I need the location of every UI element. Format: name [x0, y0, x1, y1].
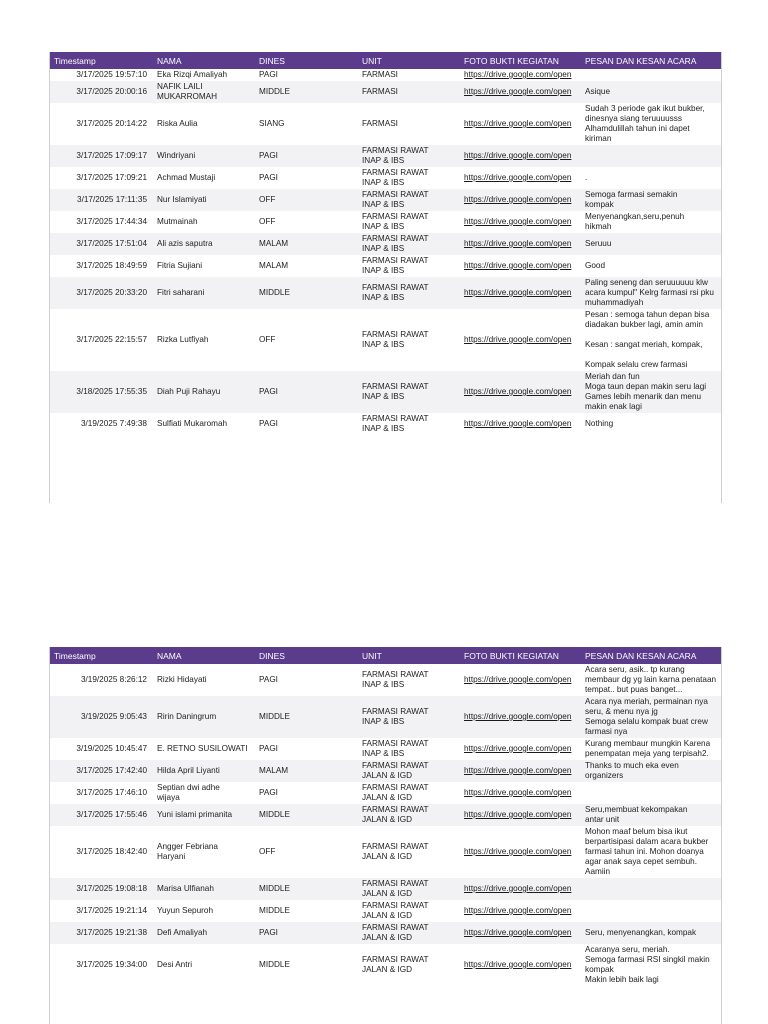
cell-nama: Fitri saharani — [153, 277, 255, 309]
cell-timestamp: 3/19/2025 10:45:47 — [50, 738, 153, 760]
header-row — [50, 647, 721, 664]
cell-pesan: . — [581, 167, 721, 189]
cell-unit: FARMASI RAWAT JALAN & IGD — [358, 944, 460, 986]
table-body-1 — [50, 69, 721, 435]
cell-unit: FARMASI RAWAT INAP & IBS — [358, 167, 460, 189]
cell-pesan: Asique — [581, 81, 721, 103]
cell-dines: OFF — [255, 826, 358, 878]
cell-unit: FARMASI RAWAT INAP & IBS — [358, 309, 460, 371]
cell-nama: Rizka Lutfiyah — [153, 309, 255, 371]
cell-pesan: Seru, menyenangkan, kompak — [581, 922, 721, 944]
cell-foto-bukti — [460, 371, 581, 413]
cell-foto-bukti — [460, 69, 581, 81]
photo-link[interactable]: https://drive.google.com/open — [464, 239, 572, 248]
photo-link[interactable]: https://drive.google.com/open — [464, 217, 572, 226]
cell-timestamp: 3/17/2025 17:46:10 — [50, 782, 153, 804]
cell-unit: FARMASI RAWAT INAP & IBS — [358, 211, 460, 233]
cell-timestamp: 3/17/2025 17:42:40 — [50, 760, 153, 782]
photo-link[interactable]: https://drive.google.com/open — [464, 906, 572, 915]
cell-timestamp: 3/17/2025 19:34:00 — [50, 944, 153, 986]
cell-dines: PAGI — [255, 167, 358, 189]
cell-unit: FARMASI RAWAT INAP & IBS — [358, 145, 460, 167]
table-row — [50, 255, 721, 277]
cell-dines: MIDDLE — [255, 804, 358, 826]
cell-nama: Marisa Ulfianah — [153, 878, 255, 900]
cell-foto-bukti — [460, 696, 581, 738]
cell-timestamp: 3/17/2025 17:51:04 — [50, 233, 153, 255]
cell-nama: Eka Rizqi Amaliyah — [153, 69, 255, 81]
cell-dines: OFF — [255, 211, 358, 233]
cell-nama: Diah Puji Rahayu — [153, 371, 255, 413]
table-row — [50, 189, 721, 211]
cell-foto-bukti — [460, 413, 581, 435]
photo-link[interactable]: https://drive.google.com/open — [464, 151, 572, 160]
cell-timestamp: 3/17/2025 17:44:34 — [50, 211, 153, 233]
table-row — [50, 922, 721, 944]
cell-foto-bukti — [460, 922, 581, 944]
cell-unit: FARMASI RAWAT INAP & IBS — [358, 738, 460, 760]
cell-foto-bukti — [460, 804, 581, 826]
cell-foto-bukti — [460, 664, 581, 696]
cell-dines: OFF — [255, 189, 358, 211]
cell-timestamp: 3/17/2025 17:55:46 — [50, 804, 153, 826]
table-row — [50, 738, 721, 760]
cell-timestamp: 3/17/2025 19:21:14 — [50, 900, 153, 922]
cell-dines: MIDDLE — [255, 878, 358, 900]
spreadsheet-page-2 — [49, 647, 722, 1024]
cell-nama: Fitria Sujiani — [153, 255, 255, 277]
table-row — [50, 804, 721, 826]
cell-pesan: Acaranya seru, meriah. Semoga farmasi RSI singkil makin kompak Makin lebih baik lagi — [581, 944, 721, 986]
cell-nama: Defi Amaliyah — [153, 922, 255, 944]
photo-link[interactable]: https://drive.google.com/open — [464, 712, 572, 721]
cell-nama: Windriyani — [153, 145, 255, 167]
responses-table-2 — [50, 647, 721, 986]
cell-pesan: Paling seneng dan seruuuuuu klw acara kumpul" Kelrg farmasi rsi pku muhammadiyah — [581, 277, 721, 309]
cell-timestamp: 3/19/2025 8:26:12 — [50, 664, 153, 696]
cell-foto-bukti — [460, 738, 581, 760]
photo-link[interactable]: https://drive.google.com/open — [464, 884, 572, 893]
cell-foto-bukti — [460, 211, 581, 233]
cell-nama: Septian dwi adhe wijaya — [153, 782, 255, 804]
cell-pesan: Sudah 3 periode gak ikut bukber, dinesnya siang teruuuusss Alhamdulillah tahun ini dapet kiriman — [581, 103, 721, 145]
header-nama: NAMA — [153, 647, 255, 664]
cell-unit: FARMASI RAWAT JALAN & IGD — [358, 782, 460, 804]
cell-unit: FARMASI RAWAT INAP & IBS — [358, 696, 460, 738]
table-row — [50, 696, 721, 738]
cell-timestamp: 3/17/2025 17:11:35 — [50, 189, 153, 211]
cell-foto-bukti — [460, 81, 581, 103]
cell-pesan — [581, 900, 721, 922]
cell-pesan: Good — [581, 255, 721, 277]
cell-unit: FARMASI RAWAT INAP & IBS — [358, 233, 460, 255]
table-row — [50, 145, 721, 167]
cell-pesan: Seru,membuat kekompakan antar unit — [581, 804, 721, 826]
cell-timestamp: 3/19/2025 9:05:43 — [50, 696, 153, 738]
table-row — [50, 782, 721, 804]
cell-dines: MIDDLE — [255, 277, 358, 309]
photo-link[interactable]: https://drive.google.com/open — [464, 744, 572, 753]
cell-dines: MIDDLE — [255, 900, 358, 922]
table-row — [50, 664, 721, 696]
table-body-2 — [50, 664, 721, 986]
cell-nama: E. RETNO SUSILOWATI — [153, 738, 255, 760]
photo-link[interactable]: https://drive.google.com/open — [464, 70, 572, 79]
cell-pesan: Kurang membaur mungkin Karena penempatan meja yang terpisah2. — [581, 738, 721, 760]
cell-nama: Achmad Mustaji — [153, 167, 255, 189]
cell-timestamp: 3/17/2025 20:14:22 — [50, 103, 153, 145]
header-pesan: PESAN DAN KESAN ACARA — [581, 52, 721, 69]
photo-link[interactable]: https://drive.google.com/open — [464, 173, 572, 182]
cell-pesan: Seruuu — [581, 233, 721, 255]
header-foto: FOTO BUKTI KEGIATAN — [460, 647, 581, 664]
photo-link[interactable]: https://drive.google.com/open — [464, 675, 572, 684]
cell-unit: FARMASI RAWAT INAP & IBS — [358, 189, 460, 211]
spreadsheet-page-1 — [49, 52, 722, 503]
cell-dines: MIDDLE — [255, 944, 358, 986]
cell-timestamp: 3/17/2025 18:49:59 — [50, 255, 153, 277]
cell-dines: PAGI — [255, 371, 358, 413]
table-row — [50, 944, 721, 986]
cell-nama: Ririn Daningrum — [153, 696, 255, 738]
photo-link[interactable]: https://drive.google.com/open — [464, 261, 572, 270]
table-row — [50, 211, 721, 233]
cell-foto-bukti — [460, 167, 581, 189]
cell-pesan: Meriah dan fun Moga taun depan makin seru lagi Games lebih menarik dan menu makin enak lagi — [581, 371, 721, 413]
cell-dines: PAGI — [255, 922, 358, 944]
cell-nama: Ali azis saputra — [153, 233, 255, 255]
cell-unit: FARMASI RAWAT JALAN & IGD — [358, 922, 460, 944]
cell-timestamp: 3/17/2025 17:09:17 — [50, 145, 153, 167]
cell-timestamp: 3/18/2025 17:55:35 — [50, 371, 153, 413]
cell-unit: FARMASI RAWAT INAP & IBS — [358, 664, 460, 696]
header-foto: FOTO BUKTI KEGIATAN — [460, 52, 581, 69]
header-timestamp: Timestamp — [50, 52, 153, 69]
cell-unit: FARMASI RAWAT INAP & IBS — [358, 371, 460, 413]
cell-pesan — [581, 145, 721, 167]
cell-timestamp: 3/17/2025 22:15:57 — [50, 309, 153, 371]
cell-nama: Angger Febriana Haryani — [153, 826, 255, 878]
cell-pesan: Thanks to much eka even organizers — [581, 760, 721, 782]
photo-link[interactable]: https://drive.google.com/open — [464, 419, 572, 428]
cell-pesan: Menyenangkan,seru,penuh hikmah — [581, 211, 721, 233]
cell-foto-bukti — [460, 233, 581, 255]
cell-nama: Desi Antri — [153, 944, 255, 986]
header-pesan: PESAN DAN KESAN ACARA — [581, 647, 721, 664]
cell-unit: FARMASI RAWAT INAP & IBS — [358, 277, 460, 309]
cell-timestamp: 3/17/2025 17:09:21 — [50, 167, 153, 189]
cell-dines: MALAM — [255, 255, 358, 277]
cell-foto-bukti — [460, 944, 581, 986]
cell-dines: PAGI — [255, 145, 358, 167]
table-row — [50, 233, 721, 255]
photo-link[interactable]: https://drive.google.com/open — [464, 288, 572, 297]
cell-unit: FARMASI RAWAT JALAN & IGD — [358, 826, 460, 878]
cell-dines: MIDDLE — [255, 81, 358, 103]
cell-pesan: Acara nya meriah, permainan nya seru, & menu nya jg Semoga selalu kompak buat crew farmasi nya — [581, 696, 721, 738]
header-unit: UNIT — [358, 647, 460, 664]
cell-foto-bukti — [460, 103, 581, 145]
cell-timestamp: 3/19/2025 7:49:38 — [50, 413, 153, 435]
photo-link[interactable]: https://drive.google.com/open — [464, 119, 572, 128]
photo-link[interactable]: https://drive.google.com/open — [464, 387, 572, 396]
cell-nama: Sulfiati Mukaromah — [153, 413, 255, 435]
cell-nama: Nur Islamiyati — [153, 189, 255, 211]
table-row — [50, 103, 721, 145]
responses-table-1 — [50, 52, 721, 435]
photo-link[interactable]: https://drive.google.com/open — [464, 788, 572, 797]
photo-link[interactable]: https://drive.google.com/open — [464, 928, 572, 937]
photo-link[interactable]: https://drive.google.com/open — [464, 195, 572, 204]
table-row — [50, 309, 721, 371]
photo-link[interactable]: https://drive.google.com/open — [464, 847, 572, 856]
cell-dines: PAGI — [255, 413, 358, 435]
cell-nama: NAFIK LAILI MUKARROMAH — [153, 81, 255, 103]
photo-link[interactable]: https://drive.google.com/open — [464, 960, 572, 969]
cell-unit: FARMASI RAWAT JALAN & IGD — [358, 878, 460, 900]
cell-pesan — [581, 69, 721, 81]
cell-unit: FARMASI RAWAT JALAN & IGD — [358, 804, 460, 826]
photo-link[interactable]: https://drive.google.com/open — [464, 335, 572, 344]
cell-unit: FARMASI RAWAT JALAN & IGD — [358, 760, 460, 782]
cell-pesan — [581, 878, 721, 900]
cell-pesan: Pesan : semoga tahun depan bisa diadakan bukber lagi, amin amin Kesan : sangat meriah, kompak, Kompak selalu crew farmasi — [581, 309, 721, 371]
photo-link[interactable]: https://drive.google.com/open — [464, 810, 572, 819]
table-row — [50, 167, 721, 189]
cell-unit: FARMASI RAWAT INAP & IBS — [358, 255, 460, 277]
cell-dines: MIDDLE — [255, 696, 358, 738]
cell-dines: PAGI — [255, 69, 358, 81]
cell-timestamp: 3/17/2025 20:33:20 — [50, 277, 153, 309]
cell-nama: Rizki Hidayati — [153, 664, 255, 696]
cell-dines: PAGI — [255, 782, 358, 804]
header-dines: DINES — [255, 52, 358, 69]
table-row — [50, 878, 721, 900]
header-unit: UNIT — [358, 52, 460, 69]
cell-foto-bukti — [460, 760, 581, 782]
table-row — [50, 371, 721, 413]
cell-pesan: Nothing — [581, 413, 721, 435]
cell-unit: FARMASI — [358, 103, 460, 145]
photo-link[interactable]: https://drive.google.com/open — [464, 766, 572, 775]
header-timestamp: Timestamp — [50, 647, 153, 664]
cell-pesan — [581, 782, 721, 804]
table-row — [50, 277, 721, 309]
cell-dines: SIANG — [255, 103, 358, 145]
cell-timestamp: 3/17/2025 18:42:40 — [50, 826, 153, 878]
cell-nama: Yuni islami primanita — [153, 804, 255, 826]
cell-timestamp: 3/17/2025 19:08:18 — [50, 878, 153, 900]
cell-dines: MALAM — [255, 233, 358, 255]
header-dines: DINES — [255, 647, 358, 664]
cell-pesan: Semoga farmasi semakin kompak — [581, 189, 721, 211]
header-nama: NAMA — [153, 52, 255, 69]
cell-foto-bukti — [460, 189, 581, 211]
cell-unit: FARMASI — [358, 81, 460, 103]
cell-unit: FARMASI RAWAT JALAN & IGD — [358, 900, 460, 922]
cell-dines: PAGI — [255, 738, 358, 760]
cell-pesan: Acara seru, asik.. tp kurang membaur dg yg lain karna penataan tempat.. but puas banget... — [581, 664, 721, 696]
table-row — [50, 760, 721, 782]
table-row — [50, 900, 721, 922]
cell-foto-bukti — [460, 900, 581, 922]
cell-nama: Riska Aulia — [153, 103, 255, 145]
cell-nama: Mutmainah — [153, 211, 255, 233]
photo-link[interactable]: https://drive.google.com/open — [464, 87, 572, 96]
cell-timestamp: 3/17/2025 20:00:16 — [50, 81, 153, 103]
cell-foto-bukti — [460, 878, 581, 900]
cell-foto-bukti — [460, 277, 581, 309]
cell-pesan: Mohon maaf belum bisa ikut berpartisipasi dalam acara bukber farmasi tahun ini. Mohon doanya agar anak saya cepet sembuh. Aamiin — [581, 826, 721, 878]
header-row — [50, 52, 721, 69]
cell-timestamp: 3/17/2025 19:21:38 — [50, 922, 153, 944]
cell-foto-bukti — [460, 255, 581, 277]
table-row — [50, 826, 721, 878]
cell-foto-bukti — [460, 145, 581, 167]
cell-nama: Yuyun Sepuroh — [153, 900, 255, 922]
table-row — [50, 81, 721, 103]
table-row — [50, 69, 721, 81]
cell-unit: FARMASI — [358, 69, 460, 81]
table-row — [50, 413, 721, 435]
cell-dines: PAGI — [255, 664, 358, 696]
cell-nama: Hilda April Liyanti — [153, 760, 255, 782]
cell-dines: MALAM — [255, 760, 358, 782]
cell-unit: FARMASI RAWAT INAP & IBS — [358, 413, 460, 435]
cell-foto-bukti — [460, 309, 581, 371]
cell-timestamp: 3/17/2025 19:57:10 — [50, 69, 153, 81]
cell-foto-bukti — [460, 782, 581, 804]
cell-dines: OFF — [255, 309, 358, 371]
cell-foto-bukti — [460, 826, 581, 878]
